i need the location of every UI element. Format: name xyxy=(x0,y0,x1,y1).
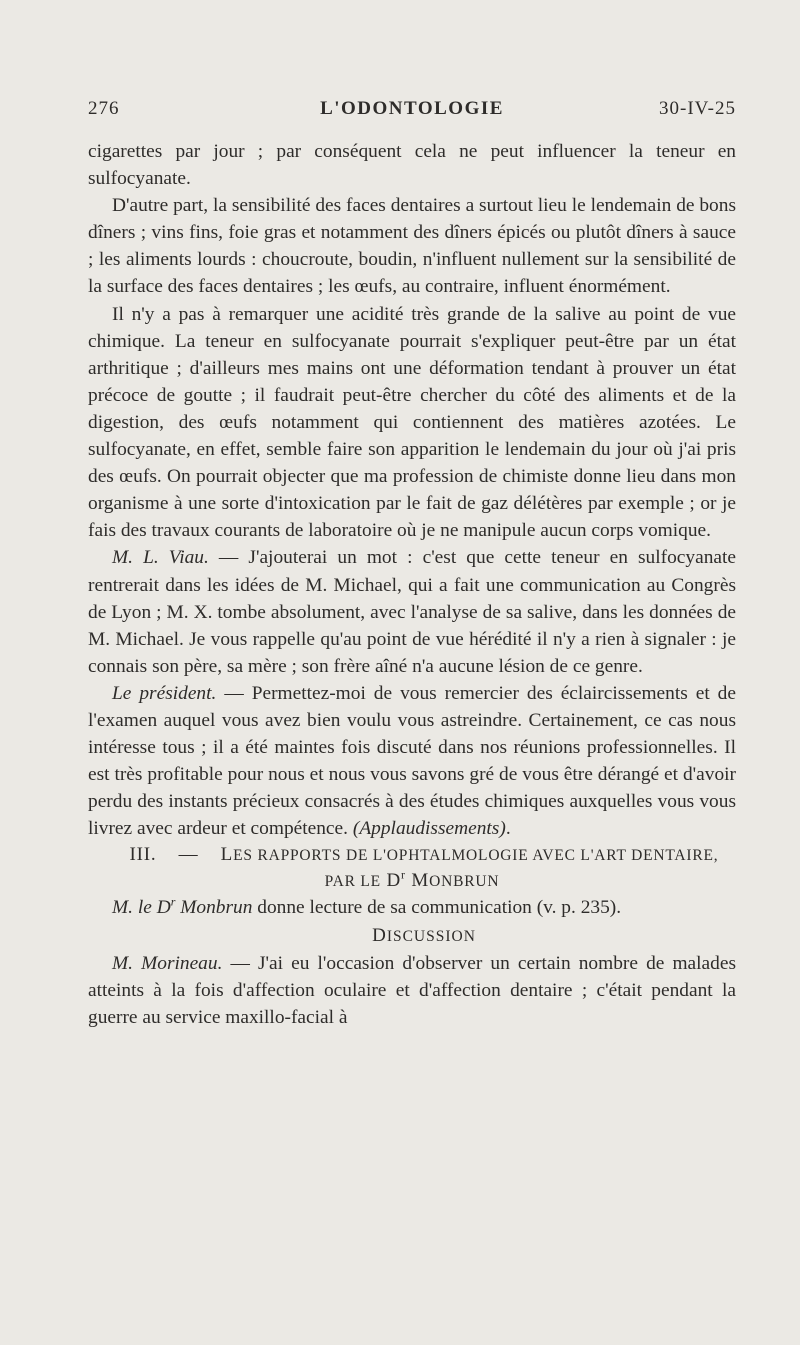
morineau-text: — J'ai eu l'occasion d'observer un certain nombre de malades atteints à la fois d'affection oculaire et d'affection dentaire ; c'était pendant la guerre au service maxillo-facial à xyxy=(88,952,736,1028)
section-title: ES RAPPORTS DE L'OPHTALMOLOGIE AVEC L'ART DENTAIRE, PAR LE xyxy=(233,847,719,891)
section-number: III. xyxy=(129,844,157,866)
section-dr: D xyxy=(386,870,402,892)
applause-period: . xyxy=(505,818,511,840)
discussion-heading xyxy=(88,922,736,950)
journal-title: L'ODONTOLOGIE xyxy=(320,98,504,119)
lecture-text: donne lecture de sa communication (v. p. 235). xyxy=(252,897,622,919)
speaker-viau: M. L. Viau. xyxy=(112,547,209,569)
paragraph-president xyxy=(88,680,736,843)
paragraph-2: D'autre part, la sensibilité des faces dentaires a surtout lieu le lendemain de bons dîners ; vins fins, foie gras et notamment des dîners épicés ou plutôt dîners à sauce ; les aliments lourds : choucroute, boudin, n'influent nullement sur la sensibilité de la surface des faces dentaires ; les œufs, au contraire, influent énormément. xyxy=(88,195,736,298)
section-author: ONBRUN xyxy=(429,873,500,891)
page-number: 276 xyxy=(88,98,120,119)
speaker-president: Le président. xyxy=(112,682,217,704)
issue-date: 30-IV-25 xyxy=(659,98,736,119)
lecture-speaker-prefix: M. le xyxy=(112,897,157,919)
lecture-line xyxy=(88,894,736,921)
section-title-initial: L xyxy=(220,844,234,866)
lecture-speaker-name: Monbrun xyxy=(175,897,253,919)
applause-note: (Applaudissements) xyxy=(352,818,506,840)
section-author-initial: M xyxy=(411,870,430,892)
viau-text: — J'ajouterai un mot : c'est que cette teneur en sulfocyanate rentrerait dans les idées de M. Michael, qui a fait une communication au Congrès de Lyon ; M. X. tombe absolument, avec l'analyse de sa salive, dans les données de M. Michael. Je vous rappelle qu'au point de vue hérédité il n'y a rien à signaler : je connais son père, sa mère ; son frère aîné n'a aucune lésion de ce genre. xyxy=(88,547,736,677)
section-dash: — xyxy=(178,844,199,866)
lecture-dr-sup: r xyxy=(170,894,176,909)
paragraph-morineau xyxy=(88,950,736,1031)
discussion-rest: ISCUSSION xyxy=(386,927,476,945)
section-dr-sup: r xyxy=(401,868,406,883)
body-text xyxy=(88,138,736,1031)
president-text: — Permettez-moi de vous remercier des éclaircissements et de l'examen auquel vous avez bien voulu vous astreindre. Certainement, ce cas nous intéresse tous ; il a été maintes fois discuté dans nos réunions professionnelles. Il est très profitable pour nous et nous vous savons gré de vous être dérangé et d'avoir perdu des instants précieux consacrés à des études chimiques auxquelles vous vous livrez avec ardeur et compétence. xyxy=(88,682,736,840)
section-heading xyxy=(88,842,736,894)
paragraph-continuation: cigarettes par jour ; par conséquent cela ne peut influencer la teneur en sulfocyanate. xyxy=(88,141,736,190)
speaker-morineau: M. Morineau. xyxy=(112,952,223,974)
paragraph-viau xyxy=(88,544,736,679)
paragraph-3: Il n'y a pas à remarquer une acidité très grande de la salive au point de vue chimique. La teneur en sulfocyanate pourrait s'expliquer peut-être par un état arthritique ; d'ailleurs mes mains ont une déformation tendant à prouver un état précoce de goutte ; il faudrait peut-être chercher du côté des aliments et de la digestion, des œufs notamment qui contiennent des matières azotées. Le sulfocyanate, en effet, semble faire son apparition le lendemain du jour où j'ai pris des œufs. On pourrait objecter que ma profession de chimiste donne lieu dans mon organisme à une sorte d'intoxication par le fait de gaz délétères par exemple ; or je fais des travaux courants de laboratoire où je ne manipule aucun corps vomique. xyxy=(88,303,736,542)
running-header xyxy=(88,98,736,128)
discussion-initial: D xyxy=(372,924,387,946)
lecture-dr: D xyxy=(156,897,171,919)
